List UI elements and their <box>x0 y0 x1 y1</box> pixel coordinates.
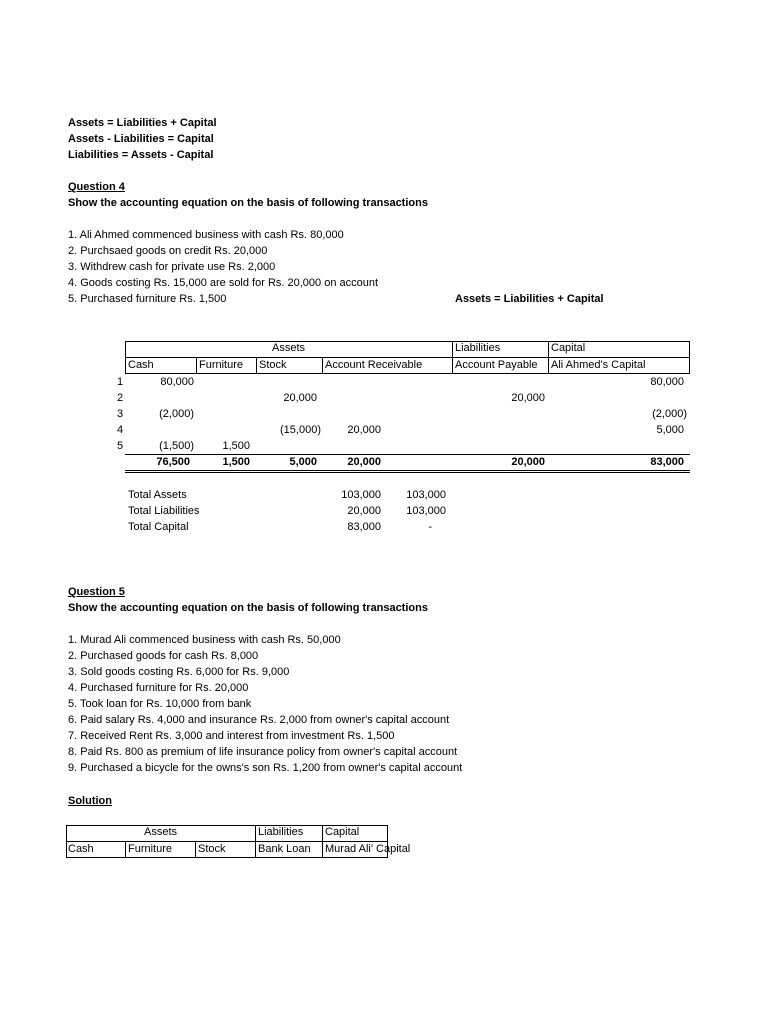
q5-subtitle: Show the accounting equation on the basis of following transactions <box>68 602 428 614</box>
equation-1: Assets = Liabilities + Capital <box>68 117 217 129</box>
q4-col-divider <box>548 341 549 374</box>
q4-row-number: 2 <box>117 392 124 404</box>
q4-cell: 80,000 <box>650 376 684 388</box>
q4-header-account-payable: Account Payable <box>455 359 538 371</box>
q4-cell: 20,000 <box>283 392 317 404</box>
q5-col-divider <box>125 841 126 858</box>
q4-total-payable: 20,000 <box>511 456 545 468</box>
q5-header-bank-loan: Bank Loan <box>258 843 311 855</box>
q5-group-assets: Assets <box>143 826 177 838</box>
q4-group-assets: Assets <box>271 342 305 354</box>
q4-summary-label: Total Liabilities <box>128 505 200 517</box>
q5-item: 6. Paid salary Rs. 4,000 and insurance Rs. 2,000 from owner's capital account <box>68 714 450 726</box>
q5-header-stock: Stock <box>198 843 226 855</box>
q5-group-liabilities: Liabilities <box>258 826 304 838</box>
q5-col-divider <box>255 825 256 858</box>
q4-cell: (15,000) <box>280 424 321 436</box>
q5-header-divider <box>66 841 388 842</box>
q5-group-capital: Capital <box>325 826 360 838</box>
q4-summary-value: 103,000 <box>406 505 446 517</box>
q5-col-divider <box>322 825 323 858</box>
q4-total-furniture: 1,500 <box>222 456 250 468</box>
q4-cell: (2,000) <box>159 408 194 420</box>
q4-cell: 20,000 <box>347 424 381 436</box>
q4-summary-value: 83,000 <box>347 521 381 533</box>
q5-solution-label: Solution <box>68 795 112 807</box>
q4-summary-label: Total Capital <box>128 521 189 533</box>
q4-title: Question 4 <box>68 181 125 193</box>
q4-header-divider <box>125 357 690 358</box>
q4-group-liabilities: Liabilities <box>455 342 501 354</box>
q5-item: 2. Purchased goods for cash Rs. 8,000 <box>68 650 259 662</box>
q4-total-receivable: 20,000 <box>347 456 381 468</box>
q4-item: 2. Purchsaed goods on credit Rs. 20,000 <box>68 245 268 257</box>
q4-cell: 1,500 <box>222 440 250 452</box>
q4-header-account-receivable: Account Receivable <box>325 359 423 371</box>
q4-summary-value: 103,000 <box>406 489 446 501</box>
q4-col-divider <box>452 341 453 374</box>
q4-cell: 5,000 <box>656 424 684 436</box>
q5-item: 8. Paid Rs. 800 as premium of life insurance policy from owner's capital account <box>68 746 458 758</box>
q5-item: 3. Sold goods costing Rs. 6,000 for Rs. 9,000 <box>68 666 290 678</box>
q4-row-number: 3 <box>117 408 124 420</box>
q4-header-cash: Cash <box>128 359 154 371</box>
q4-subtitle: Show the accounting equation on the basis of following transactions <box>68 197 428 209</box>
q5-item: 9. Purchased a bicycle for the owns's son Rs. 1,200 from owner's capital account <box>68 762 463 774</box>
q4-summary-value: 103,000 <box>341 489 381 501</box>
q4-total-rule <box>125 454 690 455</box>
q4-total-capital: 83,000 <box>650 456 684 468</box>
q4-row-number: 1 <box>117 376 124 388</box>
q5-item: 5. Took loan for Rs. 10,000 from bank <box>68 698 252 710</box>
q4-item: 3. Withdrew cash for private use Rs. 2,000 <box>68 261 276 273</box>
q4-header-furniture: Furniture <box>199 359 244 371</box>
q4-cell: 80,000 <box>160 376 194 388</box>
q4-equation-right: Assets = Liabilities + Capital <box>455 293 604 305</box>
equation-3: Liabilities = Assets - Capital <box>68 149 214 161</box>
q4-col-divider <box>196 357 197 374</box>
q5-title: Question 5 <box>68 586 125 598</box>
q5-item: 1. Murad Ali commenced business with cash Rs. 50,000 <box>68 634 341 646</box>
q4-cell: (1,500) <box>159 440 194 452</box>
q5-col-divider <box>195 841 196 858</box>
q4-cell: (2,000) <box>652 408 687 420</box>
q5-header-furniture: Furniture <box>128 843 173 855</box>
q4-total-cash: 76,500 <box>156 456 190 468</box>
q4-summary-value: - <box>428 521 432 533</box>
q5-item: 7. Received Rent Rs. 3,000 and interest from investment Rs. 1,500 <box>68 730 395 742</box>
q4-col-divider <box>322 357 323 374</box>
q4-summary-label: Total Assets <box>128 489 187 501</box>
q4-header-capital: Ali Ahmed's Capital <box>551 359 646 371</box>
q4-item: 5. Purchased furniture Rs. 1,500 <box>68 293 227 305</box>
q5-item: 4. Purchased furniture for Rs. 20,000 <box>68 682 249 694</box>
q4-item: 1. Ali Ahmed commenced business with cash Rs. 80,000 <box>68 229 344 241</box>
q5-header-cash: Cash <box>68 843 94 855</box>
q4-total-stock: 5,000 <box>289 456 317 468</box>
q4-header-stock: Stock <box>259 359 287 371</box>
q4-summary-value: 20,000 <box>347 505 381 517</box>
q4-item: 4. Goods costing Rs. 15,000 are sold for Rs. 20,000 on account <box>68 277 379 289</box>
q4-group-capital: Capital <box>551 342 586 354</box>
q4-row-number: 4 <box>117 424 124 436</box>
q4-row-number: 5 <box>117 440 124 452</box>
q5-header-capital: Murad Ali' Capital <box>325 843 411 855</box>
q4-cell: 20,000 <box>511 392 545 404</box>
q4-col-divider <box>256 357 257 374</box>
q4-total-double-rule <box>125 470 690 471</box>
q4-total-double-rule <box>125 472 690 473</box>
equation-2: Assets - Liabilities = Capital <box>68 133 214 145</box>
